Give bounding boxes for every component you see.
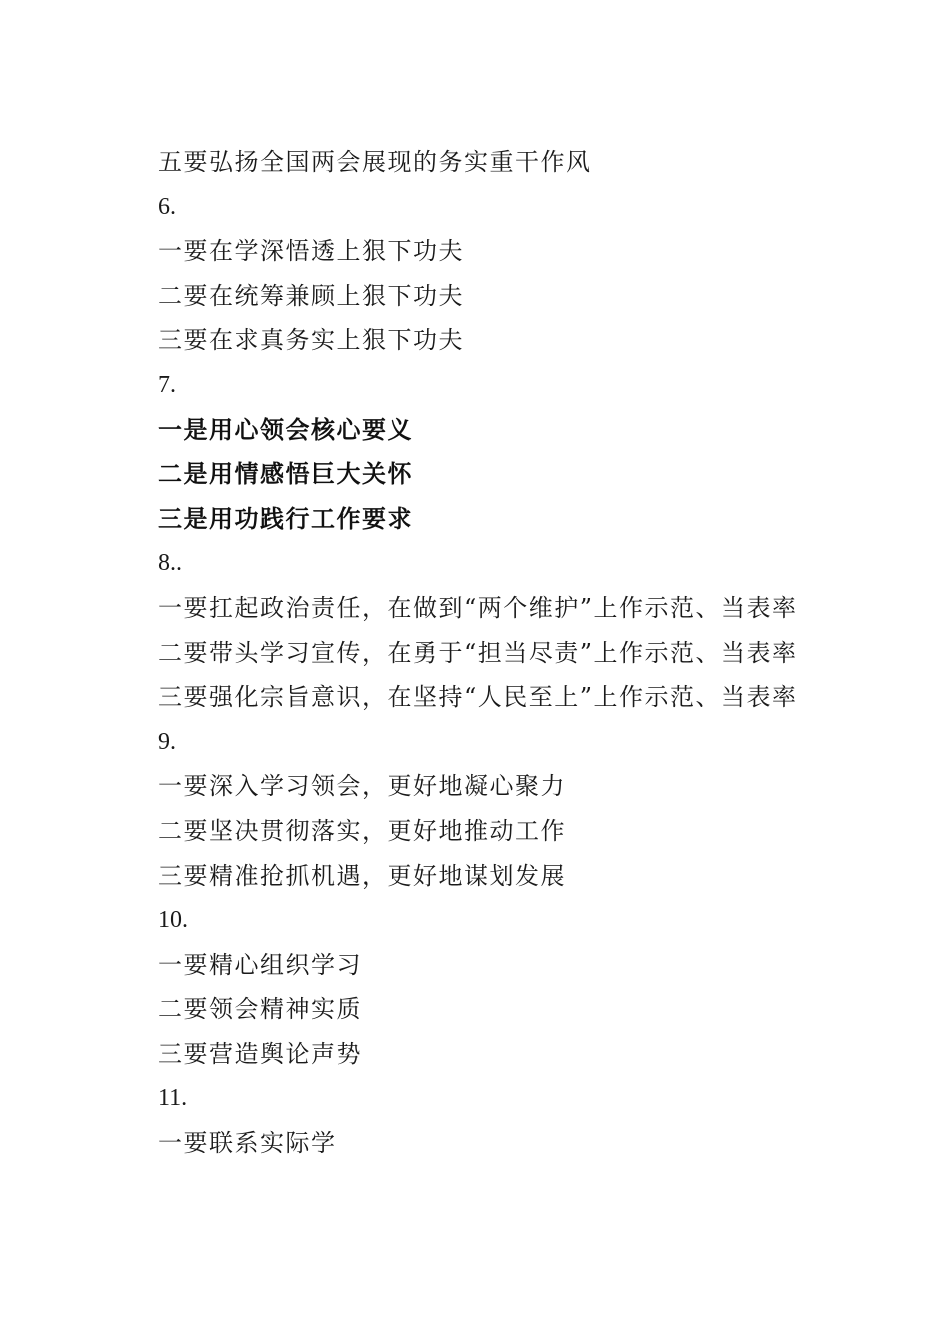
text-line: 三要营造舆论声势 [158, 1039, 362, 1068]
text-line: 二要在统筹兼顾上狠下功夫 [158, 281, 464, 310]
section-number: 6. [158, 193, 176, 220]
text-line: 一要联系实际学 [158, 1129, 337, 1158]
document-body [158, 140, 858, 1166]
text-line: 一要深入学习领会，更好地凝心聚力 [158, 772, 566, 801]
text-line: 二要领会精神实质 [158, 995, 362, 1024]
text-line-bold: 一是用心领会核心要义 [158, 414, 413, 444]
text-line: 一要精心组织学习 [158, 950, 362, 979]
text-line: 三要强化宗旨意识，在坚持“人民至上”上作示范、当表率 [158, 683, 798, 712]
text-line: 三要在求真务实上狠下功夫 [158, 326, 464, 355]
text-line-bold: 二是用情感悟巨大关怀 [158, 459, 413, 489]
text-line: 五要弘扬全国两会展现的务实重干作风 [158, 148, 592, 176]
section-number: 8.. [158, 550, 182, 577]
section-number: 10. [158, 907, 188, 934]
text-line: 二要坚决贯彻落实，更好地推动工作 [158, 816, 566, 845]
section-number: 7. [158, 371, 176, 398]
text-line: 二要带头学习宣传，在勇于“担当尽责”上作示范、当表率 [158, 638, 798, 667]
text-line: 一要在学深悟透上狠下功夫 [158, 237, 464, 266]
section-number: 9. [158, 728, 176, 755]
text-line: 一要扛起政治责任，在做到“两个维护”上作示范、当表率 [158, 593, 798, 622]
text-line: 三要精准抢抓机遇，更好地谋划发展 [158, 861, 566, 890]
section-number: 11. [158, 1085, 188, 1112]
text-line-bold: 三是用功践行工作要求 [158, 503, 413, 533]
